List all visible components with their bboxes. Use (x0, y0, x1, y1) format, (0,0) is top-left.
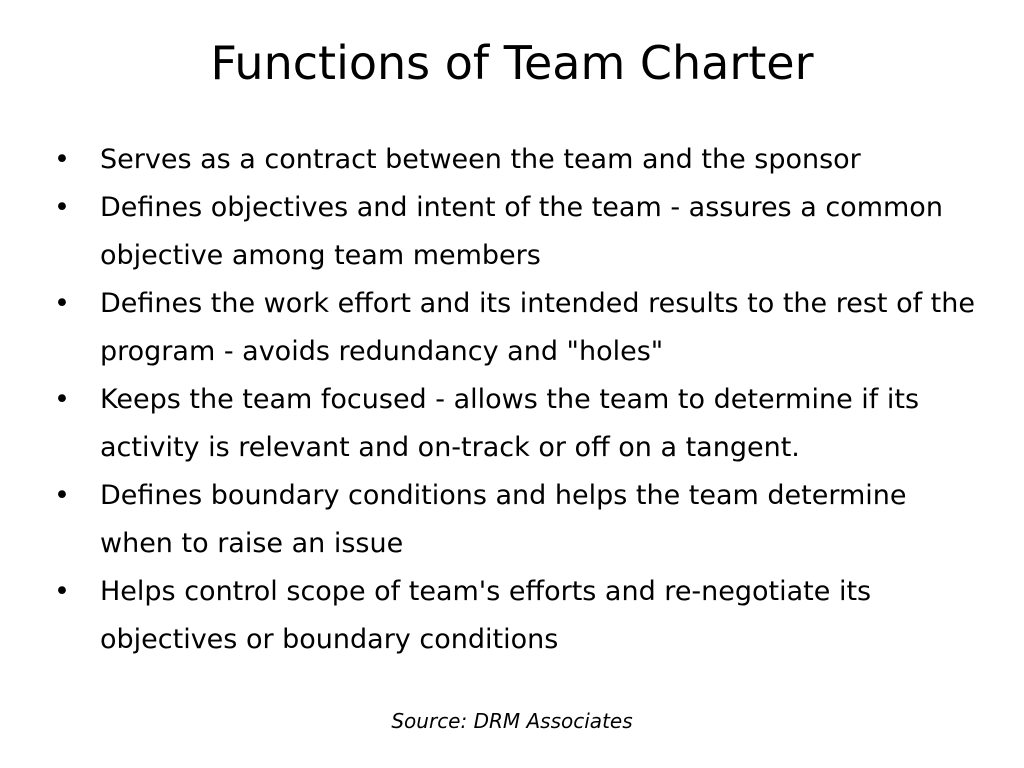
bullet-dot-icon: • (54, 144, 70, 175)
bullet-dot-icon: • (54, 480, 70, 511)
bullet-item (50, 472, 980, 568)
slide-title: Functions of Team Charter (210, 36, 814, 90)
bullet-item (50, 280, 980, 376)
bullet-item (50, 136, 980, 184)
bullet-dot-icon: • (54, 384, 70, 415)
bullet-dot-icon: • (54, 576, 70, 607)
bullet-dot-icon: • (54, 192, 70, 223)
bullet-item (50, 184, 980, 280)
bullet-text: Serves as a contract between the team and the sponsor (100, 144, 861, 175)
bullet-text: Defines the work effort and its intended results to the rest of the program - avoids redundancy and "holes" (100, 288, 975, 367)
bullet-text: Defines objectives and intent of the team - assures a common objective among team members (100, 192, 943, 271)
bullet-text: Keeps the team focused - allows the team to determine if its activity is relevant and on-track or off on a tangent. (100, 384, 920, 463)
bullet-text: Helps control scope of team's efforts and re-negotiate its objectives or boundary conditions (100, 576, 872, 655)
bullet-dot-icon: • (54, 288, 70, 319)
bullet-text: Defines boundary conditions and helps the team determine when to raise an issue (100, 480, 907, 559)
bullet-list (50, 136, 980, 664)
bullet-item (50, 568, 980, 664)
source-citation: Source: DRM Associates (391, 709, 633, 733)
bullet-item (50, 376, 980, 472)
